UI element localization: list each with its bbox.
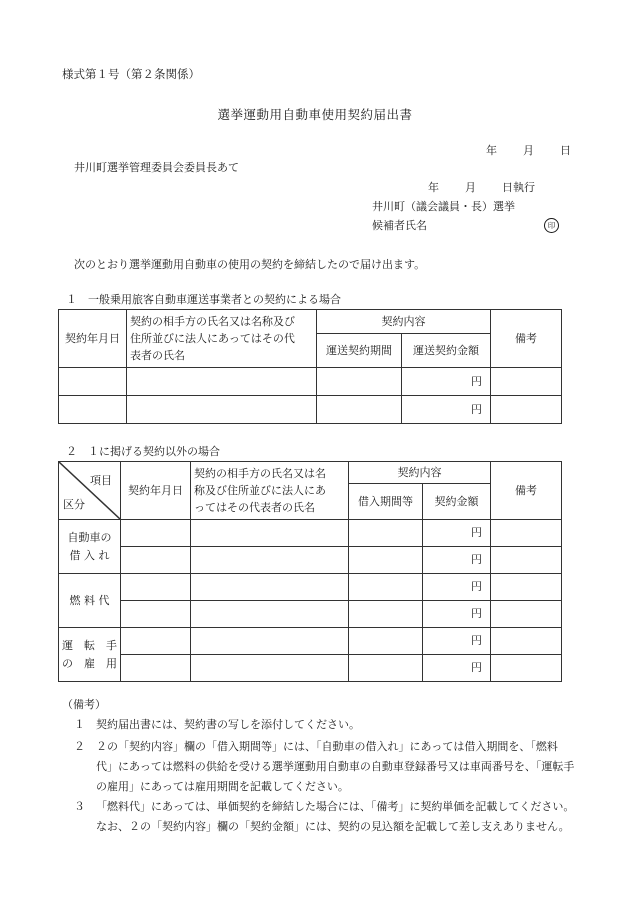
header-item: 項目 [90, 474, 112, 487]
form-number: 様式第１号（第２条関係） [62, 67, 200, 81]
note-number: ３ [74, 800, 85, 813]
section2-table [58, 461, 562, 682]
note-number: １ [74, 718, 85, 731]
notes-heading: （備考） [62, 698, 106, 711]
table-row [59, 601, 562, 628]
yen-cell: 円 [402, 368, 491, 396]
election-name: 井川町（議会議員・長）選挙 [372, 200, 515, 213]
date-day: 日 [560, 144, 571, 157]
yen-cell: 円 [423, 628, 491, 655]
date-year: 年 [486, 144, 497, 157]
header-borrow-period: 借入期間等 [349, 484, 423, 520]
table-row [59, 520, 562, 547]
yen-cell: 円 [423, 547, 491, 574]
table-row [59, 547, 562, 574]
header-category: 区分 [63, 497, 85, 511]
party-line-1: 契約の相手方の氏名又は名 [194, 466, 326, 480]
seal-mark [544, 218, 559, 234]
header-item-category [59, 462, 121, 520]
table-row [59, 628, 562, 655]
table-row [59, 655, 562, 682]
exec-year: 年 [428, 181, 439, 194]
header-contract-date: 契約年月日 [121, 462, 191, 520]
section1-title: １ 一般乗用旅客自動車運送事業者との契約による場合 [66, 293, 341, 306]
note-text: ２の「契約内容」欄の「借入期間等」には、「自動車の借入れ」にあっては借入期間を、「燃料 [96, 740, 558, 753]
yen-cell: 円 [423, 574, 491, 601]
party-line-1: 契約の相手方の氏名又は名称及び [130, 314, 295, 328]
document-title: 選挙運動用自動車使用契約届出書 [217, 107, 413, 122]
submission-date [486, 143, 571, 159]
category-label: 燃 料 代 [69, 593, 110, 607]
note-3 [74, 799, 574, 815]
header-transport-period: 運送契約期間 [317, 334, 402, 368]
note-number: ２ [74, 740, 85, 753]
section2-title: ２ １に掲げる契約以外の場合 [66, 445, 220, 458]
header-contract-amount: 契約金額 [423, 484, 491, 520]
intro-text: 次のとおり選挙運動用自動車の使用の契約を締結したので届け出ます。 [74, 258, 426, 271]
category-label: 運 転 手 [62, 639, 117, 653]
header-contract-content: 契約内容 [349, 462, 491, 484]
note-3-continued: なお、２の「契約内容」欄の「契約金額」には、契約の見込額を記載して差し支えありません。 [96, 820, 570, 833]
recipient: 井川町選挙管理委員会委員長あて [74, 161, 239, 174]
note-text: 「燃料代」にあっては、単価契約を締結した場合には、「備考」に契約単価を記載してください。 [96, 800, 575, 813]
exec-day: 日執行 [502, 181, 535, 194]
header-contract-party [127, 310, 317, 368]
category-label: 借 入 れ [69, 548, 110, 562]
category-label: の 雇 用 [62, 656, 117, 670]
note-2-continued: 代」にあっては燃料の供給を受ける選挙運動用自動車の自動車登録番号又は車両番号を、「運転手 [96, 760, 575, 773]
party-line-2: 住所並びに法人にあってはその代 [130, 331, 295, 345]
party-line-2: 称及び住所並びに法人にあ [194, 483, 326, 497]
yen-cell: 円 [423, 520, 491, 547]
seal-icon: 印 [544, 218, 559, 233]
category-label: 自動車の [67, 531, 112, 545]
header-transport-amount: 運送契約金額 [402, 334, 491, 368]
date-month: 月 [523, 144, 534, 157]
section1-table [58, 309, 562, 424]
exec-month: 月 [465, 181, 476, 194]
category-fuel [59, 574, 121, 628]
note-2-continued: の雇用」にあっては雇用期間を記載してください。 [96, 780, 349, 793]
table-row [59, 574, 562, 601]
note-2 [74, 739, 558, 755]
table-row [59, 396, 562, 424]
party-line-3: 表者の氏名 [130, 349, 185, 363]
candidate-name-label: 候補者氏名 [372, 219, 427, 232]
category-driver-employment [59, 628, 121, 682]
party-line-3: ってはその代表者の氏名 [194, 501, 315, 515]
header-remarks: 備考 [491, 310, 562, 368]
header-contract-content: 契約内容 [317, 310, 491, 334]
note-text: 契約届出書には、契約書の写しを添付してください。 [96, 718, 360, 731]
yen-cell: 円 [423, 601, 491, 628]
header-contract-date: 契約年月日 [59, 310, 127, 368]
election-date [428, 180, 535, 196]
note-1 [74, 717, 360, 733]
header-remarks: 備考 [491, 462, 562, 520]
table-row [59, 368, 562, 396]
category-vehicle-rental [59, 520, 121, 574]
yen-cell: 円 [402, 396, 491, 424]
yen-cell: 円 [423, 655, 491, 682]
header-contract-party [191, 462, 349, 520]
